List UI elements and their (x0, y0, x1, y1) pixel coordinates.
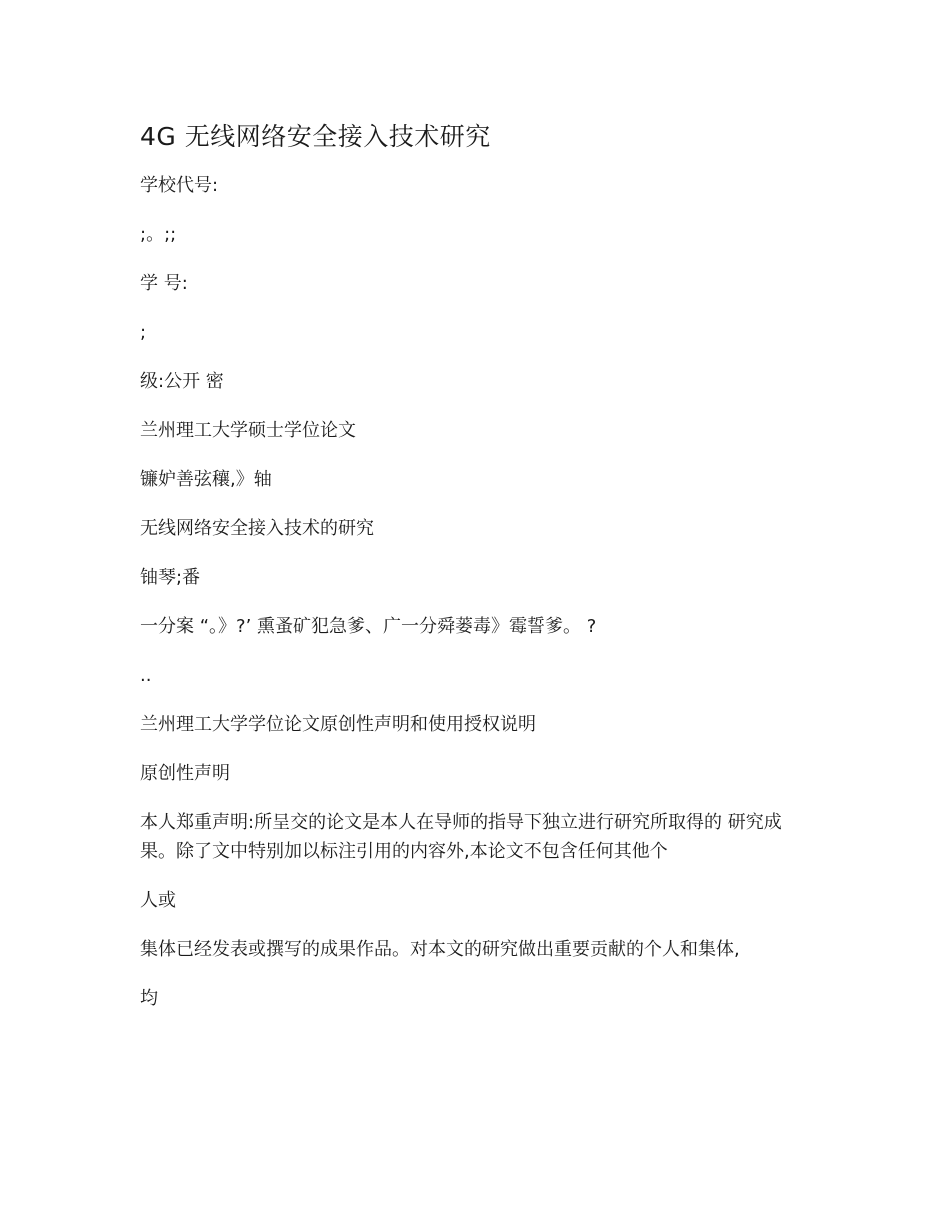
paragraph-security-level: 级:公开 密 (140, 371, 224, 392)
paragraph-garbled-1: 镰妒善弦穰,》轴 (140, 469, 272, 490)
paragraph-declaration-body-1: 本人郑重声明:所呈交的论文是本人在导师的指导下独立进行研究所取得的 研究成果。除了文中特别加以标注引用的内容外,本论文不包含任何其他个 (140, 812, 782, 862)
paragraph-dots: .. (140, 665, 152, 686)
paragraph-garbled-3: 一分案 “。》?’ 熏蚤矿犯急爹、广一分舜蒌毒》霉誓爹。 ? (140, 616, 597, 637)
paragraph-declaration-heading: 兰州理工大学学位论文原创性声明和使用授权说明 (140, 714, 536, 735)
paragraph-garbled-2: 铀琴;番 (140, 567, 201, 588)
paragraph-school-code-value: ;。;; (140, 224, 177, 245)
paragraph-declaration-body-4: 均 (140, 988, 158, 1009)
paragraph-thesis-subtitle: 无线网络安全接入技术的研究 (140, 518, 374, 539)
paragraph-declaration-body-2: 人或 (140, 890, 176, 911)
paragraph-school-code-label: 学校代号: (140, 175, 219, 196)
paragraph-student-id-value: ; (140, 322, 147, 343)
document-title: 4G 无线网络安全接入技术研究 (140, 122, 491, 151)
paragraph-student-id-label: 学 号: (140, 273, 188, 294)
paragraph-originality-heading: 原创性声明 (140, 763, 230, 784)
paragraph-university-thesis: 兰州理工大学硕士学位论文 (140, 420, 356, 441)
paragraph-declaration-body-3: 集体已经发表或撰写的成果作品。对本文的研究做出重要贡献的个人和集体, (140, 939, 740, 960)
document-body (140, 118, 815, 1033)
